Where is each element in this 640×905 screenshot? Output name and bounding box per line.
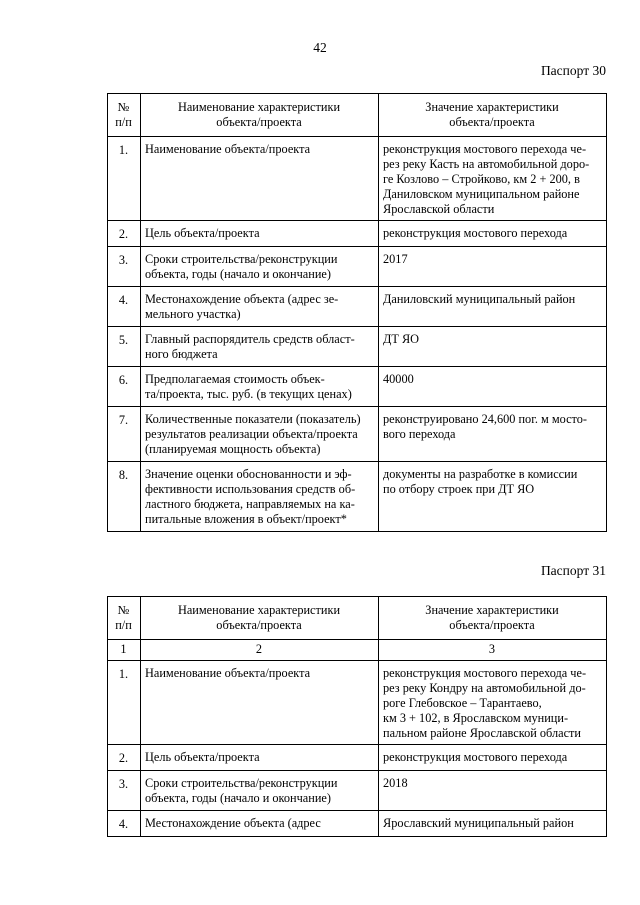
row-number: 5. <box>108 327 141 367</box>
row-value: Ярославский муниципальный район <box>379 811 607 837</box>
row-name: Наименование объекта/проекта <box>141 137 379 221</box>
row-value: реконструкция мостового перехода че- рез реку Касть на автомобильной доро- ге Козлово – Стройково, км 2 + 200, в Даниловском муниципальном районе Ярославской области <box>379 137 607 221</box>
table-header-row <box>108 597 607 640</box>
row-value: реконструкция мостового перехода <box>379 745 607 771</box>
row-name: Предполагаемая стоимость объек- та/проекта, тыс. руб. (в текущих ценах) <box>141 367 379 407</box>
header-value: Значение характеристики объекта/проекта <box>379 597 607 640</box>
row-name: Количественные показатели (показатель) результатов реализации объекта/проекта (планируемая мощность объекта) <box>141 407 379 462</box>
row-number: 7. <box>108 407 141 462</box>
row-value: реконструкция мостового перехода <box>379 221 607 247</box>
row-name: Цель объекта/проекта <box>141 745 379 771</box>
header-name: Наименование характеристики объекта/проекта <box>141 597 379 640</box>
row-value: ДТ ЯО <box>379 327 607 367</box>
row-value: 2018 <box>379 771 607 811</box>
passport-31-table <box>107 596 607 837</box>
row-number: 4. <box>108 287 141 327</box>
passport-31-title: Паспорт 31 <box>540 563 606 578</box>
table-row <box>108 407 607 462</box>
row-number: 6. <box>108 367 141 407</box>
column-index-row <box>108 640 607 661</box>
row-value: реконструкция мостового перехода че- рез реку Кондру на автомобильной до- роге Глебовское – Тарантаево, км 3 + 102, в Ярославском муници- пальном районе Ярославской области <box>379 661 607 745</box>
header-value: Значение характеристики объекта/проекта <box>379 94 607 137</box>
row-name: Наименование объекта/проекта <box>141 661 379 745</box>
row-number: 4. <box>108 811 141 837</box>
table-row <box>108 661 607 745</box>
table-row <box>108 287 607 327</box>
row-name: Сроки строительства/реконструкции объекта, годы (начало и окончание) <box>141 771 379 811</box>
table-row <box>108 367 607 407</box>
row-name: Местонахождение объекта (адрес <box>141 811 379 837</box>
column-index: 1 <box>108 640 141 661</box>
row-number: 3. <box>108 247 141 287</box>
row-number: 8. <box>108 462 141 532</box>
table-row <box>108 811 607 837</box>
table-row <box>108 247 607 287</box>
row-value: 2017 <box>379 247 607 287</box>
row-name: Цель объекта/проекта <box>141 221 379 247</box>
header-num: № п/п <box>108 597 141 640</box>
table-row <box>108 221 607 247</box>
passport-30-title: Паспорт 30 <box>540 63 606 78</box>
column-index: 2 <box>141 640 379 661</box>
row-number: 1. <box>108 137 141 221</box>
row-number: 1. <box>108 661 141 745</box>
row-number: 3. <box>108 771 141 811</box>
table-row <box>108 771 607 811</box>
table-row <box>108 327 607 367</box>
row-name: Сроки строительства/реконструкции объекта, годы (начало и окончание) <box>141 247 379 287</box>
row-number: 2. <box>108 745 141 771</box>
page-number: 42 <box>313 40 327 55</box>
header-num: № п/п <box>108 94 141 137</box>
header-name: Наименование характеристики объекта/проекта <box>141 94 379 137</box>
row-number: 2. <box>108 221 141 247</box>
row-name: Местонахождение объекта (адрес зе- мельного участка) <box>141 287 379 327</box>
row-name: Значение оценки обоснованности и эф- фективности использования средств об- ластного бюджета, направляемых на ка- питальные вложения в объект/проект* <box>141 462 379 532</box>
row-value: реконструировано 24,600 пог. м мосто- вого перехода <box>379 407 607 462</box>
row-value: 40000 <box>379 367 607 407</box>
table-header-row <box>108 94 607 137</box>
table-row <box>108 462 607 532</box>
table-row <box>108 745 607 771</box>
table-row <box>108 137 607 221</box>
row-value: документы на разработке в комиссии по отбору строек при ДТ ЯО <box>379 462 607 532</box>
row-value: Даниловский муниципальный район <box>379 287 607 327</box>
row-name: Главный распорядитель средств област- ного бюджета <box>141 327 379 367</box>
column-index: 3 <box>379 640 607 661</box>
passport-30-table <box>107 93 607 532</box>
